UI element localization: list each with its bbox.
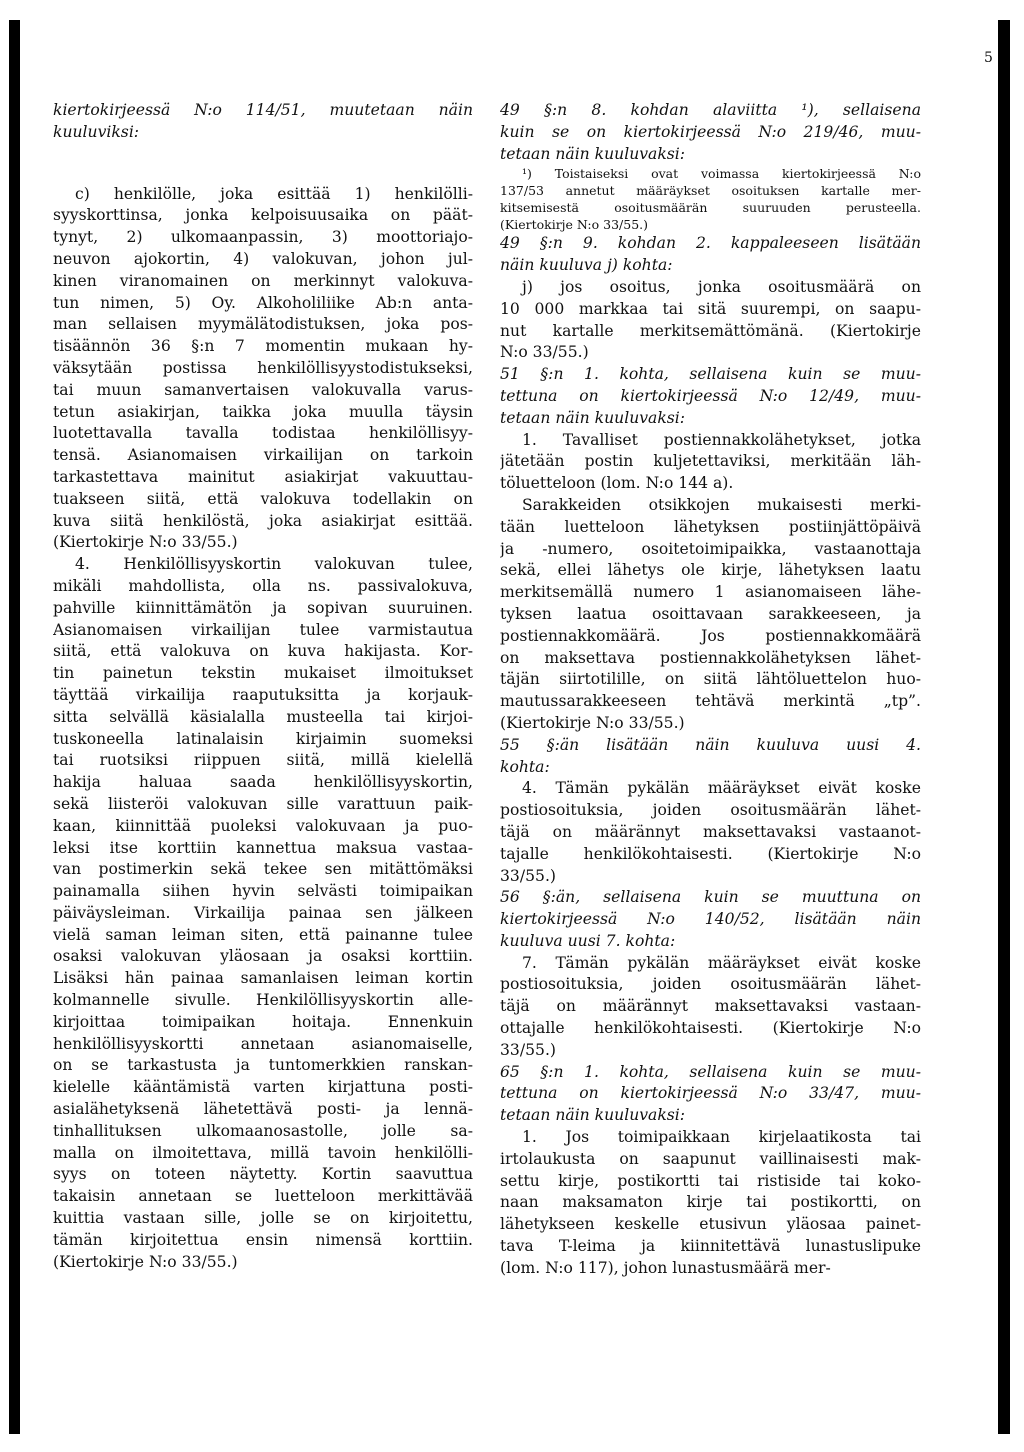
heading-line: näin kuuluva j) kohta:	[500, 256, 673, 275]
text-line: 137/53 annetut määräykset osoituksen kartalle mer-	[500, 183, 921, 199]
footnote	[500, 165, 921, 233]
text-line: pahville kiinnittämätön ja sopivan suuruinen.	[53, 598, 473, 617]
paragraph	[500, 277, 921, 364]
text-line: tensä. Asianomaisen virkailijan on tarkoin	[53, 446, 473, 465]
text-line: tynyt, 2) ulkomaanpassin, 3) moottoriajo-	[53, 228, 473, 247]
right-column	[500, 100, 921, 1280]
text-line: postiennakkomäärä. Jos postiennakkomäärä	[500, 626, 921, 645]
heading-line: 65 §:n 1. kohta, sellaisena kuin se muu-	[500, 1062, 921, 1081]
text-line: Lisäksi hän painaa samanlaisen leiman kortin	[53, 969, 473, 988]
text-line: nut kartalle merkitsemättömänä. (Kiertokirje	[500, 321, 921, 340]
text-line: täjä on määrännyt maksettavaksi vastaanot-	[500, 822, 921, 841]
heading-line: tetaan näin kuuluvaksi:	[500, 1106, 686, 1125]
text-line: asialähetyksenä lähetettävä posti- ja lennä-	[53, 1100, 473, 1119]
paragraph	[53, 554, 473, 1273]
page-number: 5	[984, 50, 993, 66]
text-line: kirjoittaa toimipaikan hoitaja. Ennenkuin	[53, 1012, 473, 1031]
text-line: 33/55.)	[500, 1040, 556, 1059]
text-line: kielelle kääntämistä varten kirjattuna posti-	[53, 1078, 473, 1097]
text-line: 1. Jos toimipaikkaan kirjelaatikosta tai	[522, 1128, 921, 1147]
text-line: c) henkilölle, joka esittää 1) henkilölli-	[75, 184, 473, 203]
heading-line: tettuna on kiertokirjeessä N:o 12/49, muu-	[500, 386, 921, 405]
text-line: postiosoituksia, joiden osoitusmäärän lähet-	[500, 975, 921, 994]
text-line: Sarakkeiden otsikkojen mukaisesti merki-	[522, 495, 921, 514]
text-line: j) jos osoitus, jonka osoitusmäärä on	[522, 277, 921, 296]
text-line: 4. Henkilöllisyyskortin valokuvan tulee,	[75, 555, 473, 574]
text-line: tai muun samanvertaisen valokuvalla varus-	[53, 380, 473, 399]
text-line: täjä on määrännyt maksettavaksi vastaan-	[500, 997, 921, 1016]
heading-line: 55 §:än lisätään näin kuuluva uusi 4.	[500, 735, 921, 754]
text-line: Asianomaisen virkailijan tulee varmistautua	[53, 620, 473, 639]
text-line: mautussarakkeeseen tehtävä merkintä „tp”.	[500, 692, 921, 711]
text-line: siitä, että valokuva on kuva hakijasta. Kor-	[53, 642, 473, 661]
scan-border-left	[9, 20, 20, 1434]
heading-line: tetaan näin kuuluvaksi:	[500, 408, 686, 427]
text-line: naan maksamaton kirje tai postikortti, on	[500, 1193, 921, 1212]
section-heading	[500, 100, 921, 165]
section-heading	[500, 887, 921, 952]
heading-line: kiertokirjeessä N:o 114/51, muutetaan näin	[53, 101, 473, 119]
text-line: (Kiertokirje N:o 33/55.)	[53, 533, 238, 552]
text-line: mikäli mahdollista, olla ns. passivalokuva,	[53, 576, 473, 595]
text-line: malla on ilmoitettava, millä tavoin henkilölli-	[53, 1143, 473, 1162]
text-line: 7. Tämän pykälän määräykset eivät koske	[522, 953, 921, 972]
section-heading	[500, 1062, 921, 1127]
heading-line: 49 §:n 8. kohdan alaviitta ¹), sellaisena	[500, 101, 921, 119]
text-line: (Kiertokirje N:o 33/55.)	[500, 217, 649, 233]
text-line: tisäännön 36 §:n 7 momentin mukaan hy-	[53, 337, 473, 356]
text-line: tinhallituksen ulkomaanosastolle, jolle sa-	[53, 1121, 473, 1140]
text-line: sekä, ellei lähetys ole kirje, lähetyksen laatu	[500, 561, 921, 580]
heading-line: kohta:	[500, 757, 550, 776]
text-line: hakija haluaa saada henkilöllisyyskortin,	[53, 773, 473, 792]
section-heading	[53, 100, 473, 144]
heading-line: kuuluva uusi 7. kohta:	[500, 931, 676, 950]
heading-line: tetaan näin kuuluvaksi:	[500, 144, 686, 163]
text-line: merkitsemällä numero 1 asianomaiseen lähe-	[500, 583, 921, 602]
text-line: sitta selvällä käsialalla musteella tai kirjoi-	[53, 707, 473, 726]
text-line: tai ruotsiksi riippuen siitä, millä kielellä	[53, 751, 473, 770]
text-line: neuvon ajokortin, 4) valokuvan, johon jul-	[53, 249, 473, 268]
text-line: kinen viranomainen on merkinnyt valokuva-	[53, 271, 473, 290]
text-line: vielä saman leiman siten, että painanne tulee	[53, 925, 473, 944]
text-line: tään luetteloon lähetyksen postiinjättöpäivä	[500, 517, 921, 536]
heading-line: 56 §:än, sellaisena kuin se muuttuna on	[500, 888, 921, 907]
text-line: kuva siitä henkilöstä, joka asiakirjat esittää.	[53, 511, 473, 530]
text-line: tava T-leima ja kiinnitettävä lunastuslipuke	[500, 1237, 921, 1256]
paragraph	[500, 778, 921, 887]
heading-line: kuuluviksi:	[53, 122, 140, 141]
text-line: tuakseen siitä, että valokuva todellakin on	[53, 489, 473, 508]
heading-line: tettuna on kiertokirjeessä N:o 33/47, muu-	[500, 1084, 921, 1103]
text-line: lähetykseen keskelle etusivun yläosaa painet-	[500, 1215, 921, 1234]
heading-line: kuin se on kiertokirjeessä N:o 219/46, muu-	[500, 122, 921, 141]
text-line: osaksi valokuvan yläosaan ja osaksi korttiin.	[53, 947, 473, 966]
left-column	[53, 100, 473, 1273]
text-line: postiosoituksia, joiden osoitusmäärän lähet-	[500, 801, 921, 820]
text-line: 10 000 markkaa tai sitä suurempi, on saapu-	[500, 299, 921, 318]
text-line: tämän kirjoitettua ensin nimensä korttiin.	[53, 1230, 473, 1249]
text-line: ja -numero, osoitetoimipaikka, vastaanottaja	[500, 539, 921, 558]
text-line: väksytään postissa henkilöllisyystodistukseksi,	[53, 358, 473, 377]
text-line: (Kiertokirje N:o 33/55.)	[53, 1252, 238, 1271]
text-line: tarkastettava mainitut asiakirjat vakuuttau-	[53, 467, 473, 486]
text-line: kaan, kiinnittää puoleksi valokuvaan ja puo-	[53, 816, 473, 835]
paragraph	[500, 953, 921, 1062]
text-line: tyksen laatua osoittavaan sarakkeeseen, ja	[500, 604, 921, 623]
text-line: van postimerkin sekä tekee sen mitättömäksi	[53, 860, 473, 879]
text-line: kuittia vastaan sille, jolle se on kirjoitettu,	[53, 1209, 473, 1228]
text-line: tajalle henkilökohtaisesti. (Kiertokirje N:o	[500, 844, 921, 863]
text-line: täyttää virkailija raaputuksitta ja korjauk-	[53, 685, 473, 704]
text-line: syyskorttinsa, jonka kelpoisuusaika on päät-	[53, 206, 473, 225]
text-line: tuskoneella latinalaisin kirjaimin suomeksi	[53, 729, 473, 748]
text-line: jätetään postin kuljetettaviksi, merkitään läh-	[500, 452, 921, 471]
text-line: tetun asiakirjan, taikka joka muulla täysin	[53, 402, 473, 421]
heading-line: 51 §:n 1. kohta, sellaisena kuin se muu-	[500, 365, 921, 384]
text-line: töluetteloon (lom. N:o 144 a).	[500, 474, 734, 493]
paragraph-gap	[53, 144, 473, 184]
text-line: (lom. N:o 117), johon lunastusmäärä mer-	[500, 1258, 831, 1277]
heading-line: 49 §:n 9. kohdan 2. kappaleeseen lisätään	[500, 234, 921, 253]
text-line: painamalla siihen hyvin selvästi toimipaikan	[53, 882, 473, 901]
text-line: takaisin annetaan se luetteloon merkittävää	[53, 1187, 473, 1206]
text-line: 4. Tämän pykälän määräykset eivät koske	[522, 779, 921, 798]
section-heading	[500, 364, 921, 429]
text-line: henkilöllisyyskortti annetaan asianomaiselle,	[53, 1034, 473, 1053]
text-line: päiväysleiman. Virkailija painaa sen jälkeen	[53, 903, 473, 922]
paragraph	[500, 430, 921, 495]
section-heading	[500, 233, 921, 277]
text-line: tun nimen, 5) Oy. Alkoholiliike Ab:n anta-	[53, 293, 473, 312]
text-line: kitsemisestä osoitusmäärän suuruuden perusteella.	[500, 200, 921, 216]
text-line: syys on toteen näytetty. Kortin saavuttua	[53, 1165, 473, 1184]
text-line: ottajalle henkilökohtaisesti. (Kiertokirje N:o	[500, 1019, 921, 1038]
text-line: on maksettava postiennakkolähetyksen lähet-	[500, 648, 921, 667]
text-line: luotettavalla tavalla todistaa henkilöllisyy-	[53, 424, 473, 443]
text-line: irtolaukusta on saapunut vaillinaisesti mak-	[500, 1149, 921, 1168]
text-line: (Kiertokirje N:o 33/55.)	[500, 713, 685, 732]
text-line: täjän siirtotilille, on siitä lähtöluettelon huo-	[500, 670, 921, 689]
text-line: N:o 33/55.)	[500, 343, 589, 362]
text-line: 1. Tavalliset postiennakkolähetykset, jotka	[522, 430, 921, 449]
text-line: settu kirje, postikortti tai ristiside tai koko-	[500, 1171, 921, 1190]
scan-border-right	[998, 20, 1010, 1434]
text-line: sekä liisteröi valokuvan sille varattuun paik-	[53, 794, 473, 813]
text-line: kolmannelle sivulle. Henkilöllisyyskortin alle-	[53, 991, 473, 1010]
text-line: man sellaisen myymälätodistuksen, joka pos-	[53, 315, 473, 334]
paragraph	[500, 1127, 921, 1280]
text-line: leksi itse korttiin kannettua maksua vastaa-	[53, 838, 473, 857]
text-line: tin painetun tekstin mukaiset ilmoitukset	[53, 664, 473, 683]
text-line: ¹) Toistaiseksi ovat voimassa kiertokirjeessä N:o	[522, 166, 921, 182]
text-line: 33/55.)	[500, 866, 556, 885]
heading-line: kiertokirjeessä N:o 140/52, lisätään näin	[500, 910, 921, 929]
text-line: on se tarkastusta ja tuntomerkkien ranskan-	[53, 1056, 473, 1075]
paragraph	[500, 495, 921, 735]
paragraph	[53, 184, 473, 555]
section-heading	[500, 735, 921, 779]
